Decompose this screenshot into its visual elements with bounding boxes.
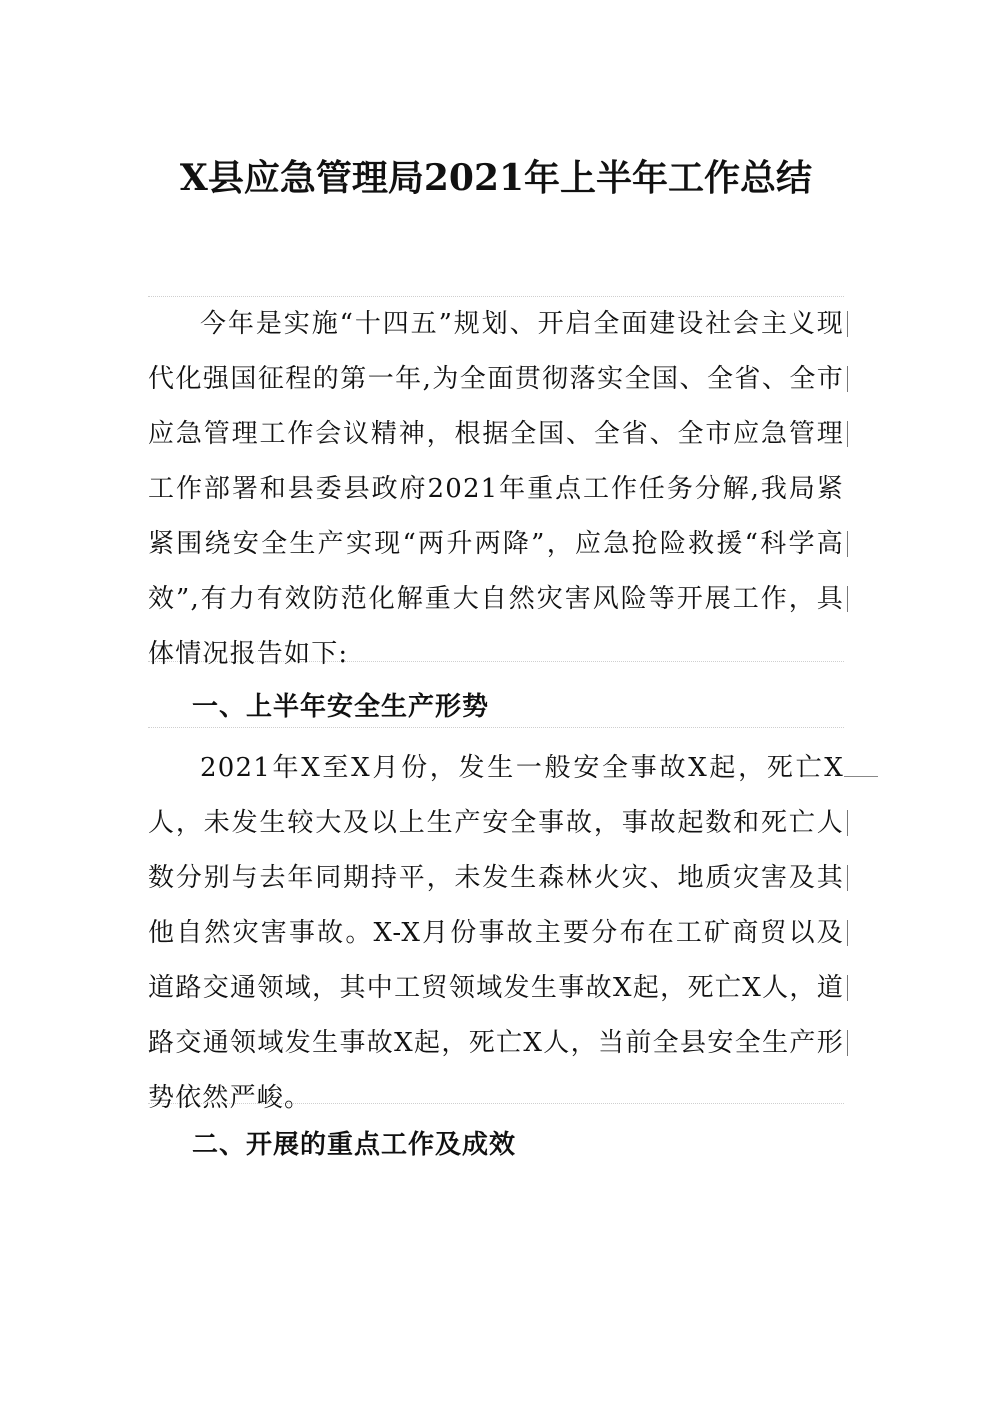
margin-marks: [847, 297, 848, 661]
margin-mark: [847, 311, 848, 337]
margin-line: [844, 776, 878, 777]
margin-mark: [847, 920, 848, 946]
margin-mark: [847, 810, 848, 836]
margin-marks: [847, 741, 848, 1103]
intro-block: [148, 296, 844, 669]
page-title: X县应急管理局2021年上半年工作总结: [179, 157, 813, 199]
section-heading-1: 一、上半年安全生产形势: [192, 692, 490, 722]
margin-mark: [847, 531, 848, 557]
margin-mark: [847, 366, 848, 392]
margin-mark: [847, 975, 848, 1001]
section1-block: [148, 741, 844, 1113]
margin-mark: [847, 1030, 848, 1056]
section1-paragraph: 2021年X至X月份，发生一般安全事故X起，死亡X人，未发生较大及以上生产安全事故，事故起数和死亡人数分别与去年同期持平，未发生森林火灾、地质灾害及其他自然灾害事故。X-X月份事故主要分布在工矿商贸以及道路交通领域，其中工贸领域发生事故X起，死亡X人，道路交通领域发生事故X起，死亡X人，当前全县安全生产形势依然严峻。: [148, 753, 844, 1113]
margin-mark: [847, 865, 848, 891]
heading-divider: [148, 727, 844, 728]
margin-mark: [847, 586, 848, 612]
section-heading-2: 二、开展的重点工作及成效: [192, 1130, 517, 1160]
margin-mark: [847, 421, 848, 447]
intro-paragraph: 今年是实施“十四五”规划、开启全面建设社会主义现代化强国征程的第一年,为全面贯彻落实全国、全省、全市应急管理工作会议精神，根据全国、全省、全市应急管理工作部署和县委县政府2021年重点工作任务分解,我局紧紧围绕安全生产实现“两升两降”，应急抢险救援“科学高效”,有力有效防范化解重大自然灾害风险等开展工作，具体情况报告如下:: [148, 309, 844, 669]
